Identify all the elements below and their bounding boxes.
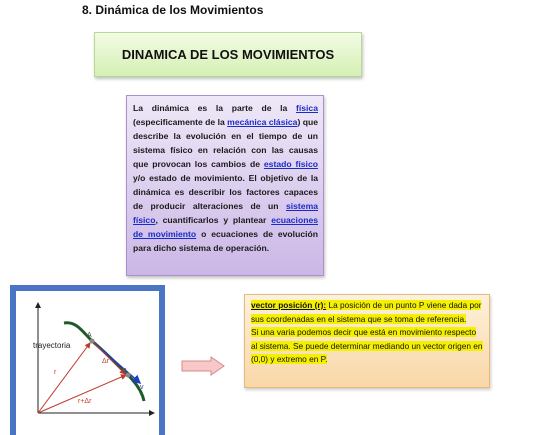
trajectory-diagram-frame <box>10 285 165 435</box>
vector-box-paragraph-1 <box>251 300 481 324</box>
vector-box-paragraph-2: Si una varia podemos decir que está en movimiento respecto al sistema. Se puede determinar mediando un vector origen en (0,0) y extremo en P. <box>251 327 483 364</box>
definition-text: (especificamente de la <box>133 117 228 127</box>
label-trayectoria: trayectoria <box>33 341 71 350</box>
velocity-vector <box>92 341 140 383</box>
link-ecuaciones-de-movimiento[interactable]: ecuaciones de movimiento <box>133 215 318 239</box>
label-b: B <box>122 368 127 375</box>
vector-box-text-1: La posición de un punto P viene dada por sus coordenadas en el sistema que se toma de referencia. <box>251 300 482 324</box>
section-heading: 8. Dinámica de los Movimientos <box>82 3 264 17</box>
link-fisica[interactable]: física <box>296 103 318 113</box>
arrow-right-icon <box>181 356 225 376</box>
definition-text: y/o estado de movimiento. El objetivo de la dinámica es describir los factores capaces de producir alteraciones de un <box>133 173 318 211</box>
link-estado-fisico[interactable]: estado físico <box>263 159 318 169</box>
vector-position-box <box>244 294 490 388</box>
label-delta-r: Δr <box>102 358 110 365</box>
point-a <box>90 339 95 344</box>
vector-position-term: vector posición (r): <box>251 300 327 310</box>
trajectory-diagram <box>16 291 159 435</box>
link-sistema-fisico[interactable]: sistema físico <box>133 201 318 225</box>
label-v: v <box>140 384 144 391</box>
position-vector-r-delta <box>38 375 126 413</box>
definition-text: o ecuaciones de evolución para dicho sistema de operación. <box>133 229 318 253</box>
definition-text: La dinámica es la parte de la <box>133 103 297 113</box>
right-arrow-shape <box>181 356 225 381</box>
definition-box <box>126 95 324 276</box>
title-text: DINAMICA DE LOS MOVIMIENTOS <box>121 47 335 62</box>
title-box <box>94 32 362 77</box>
link-mecanica-clasica[interactable]: mecánica clásica <box>227 117 298 127</box>
label-r: r <box>54 369 57 376</box>
label-r-plus-delta-r: r+Δr <box>78 398 92 405</box>
trajectory-diagram-svg <box>16 291 159 435</box>
definition-text: ) que describe la evolución en el tiempo de un sistema físico en relación con las causas que provocan los cambios de <box>133 117 318 169</box>
definition-text: , cuantificarlos y plantear <box>155 215 272 225</box>
label-a: A <box>87 332 92 339</box>
